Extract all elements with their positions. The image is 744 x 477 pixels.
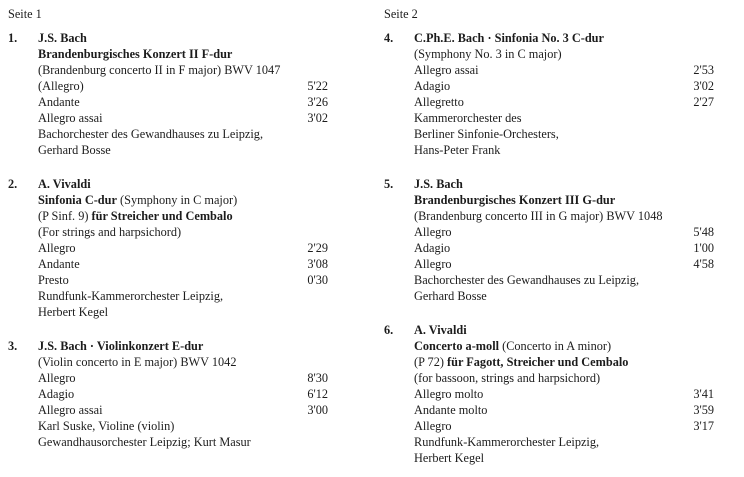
work-title: Brandenburgisches Konzert III G-dur (414, 193, 616, 207)
composer-work-title: J.S. Bach · Violinkonzert E-dur (38, 339, 204, 353)
composer: J.S. Bach (414, 177, 463, 191)
work-instrumentation: (P Sinf. 9) für Streicher und Cembalo (38, 209, 233, 223)
performer: Gewandhausorchester Leipzig; Kurt Masur (38, 435, 251, 449)
composer: A. Vivaldi (38, 177, 91, 191)
movement: Allegro assai 3'02 (38, 111, 328, 125)
performer: Bachorchester des Gewandhauses zu Leipzig, (38, 127, 264, 141)
performer: Berliner Sinfonie-Orchesters, (414, 127, 559, 141)
duration: 3'59 (693, 403, 714, 417)
movement: Allegro 3'17 (414, 419, 714, 433)
movement: Andante molto 3'59 (414, 403, 714, 417)
movement: Adagio 6'12 (38, 387, 328, 401)
composer: J.S. Bach (38, 31, 87, 45)
duration: 2'29 (307, 241, 328, 255)
duration: 3'02 (693, 79, 714, 93)
work-title: Brandenburgisches Konzert II F-dur (38, 47, 233, 61)
duration: 2'27 (693, 95, 714, 109)
duration: 4'58 (693, 257, 714, 271)
work-subtitle: (Brandenburg concerto II in F major) BWV 1047 (38, 63, 281, 77)
movement: Andante 3'08 (38, 257, 328, 271)
work-title: Sinfonia C-dur (Symphony in C major) (38, 193, 238, 207)
track-number: 5. (384, 177, 394, 191)
work-subtitle: (Brandenburg concerto III in G major) BWV 1048 (414, 209, 663, 223)
track-number: 3. (8, 339, 18, 353)
side-2-title: Seite 2 (384, 7, 418, 21)
duration: 3'17 (693, 419, 714, 433)
movement: Allegro 2'29 (38, 241, 328, 255)
movement: Adagio 3'02 (414, 79, 714, 93)
work-subtitle: (Violin concerto in E major) BWV 1042 (38, 355, 237, 369)
duration: 3'08 (307, 257, 328, 271)
movement: Adagio 1'00 (414, 241, 714, 255)
movement: Allegro molto 3'41 (414, 387, 714, 401)
duration: 6'12 (307, 387, 328, 401)
movement: Allegretto 2'27 (414, 95, 714, 109)
track-number: 2. (8, 177, 18, 191)
work-instrumentation: (P 72) für Fagott, Streicher und Cembalo (414, 355, 629, 369)
work-subtitle: (for bassoon, strings and harpsichord) (414, 371, 601, 385)
performer: Kammerorchester des (414, 111, 522, 125)
performer: Hans-Peter Frank (414, 143, 501, 157)
performer: Rundfunk-Kammerorchester Leipzig, (414, 435, 600, 449)
movement: Allegro assai 2'53 (414, 63, 714, 77)
duration: 1'00 (693, 241, 714, 255)
track-number: 4. (384, 31, 394, 45)
performer: Herbert Kegel (414, 451, 484, 465)
duration: 8'30 (307, 371, 328, 385)
movement: Allegro 5'48 (414, 225, 714, 239)
composer: A. Vivaldi (414, 323, 467, 337)
work-subtitle: (Symphony No. 3 in C major) (414, 47, 562, 61)
movement: Allegro assai 3'00 (38, 403, 328, 417)
work-title: Concerto a-moll (Concerto in A minor) (414, 339, 612, 353)
performer: Herbert Kegel (38, 305, 108, 319)
duration: 3'00 (307, 403, 328, 417)
duration: 5'48 (693, 225, 714, 239)
duration: 2'53 (693, 63, 714, 77)
performer: Gerhard Bosse (38, 143, 111, 157)
movement: Presto 0'30 (38, 273, 328, 287)
duration: 3'26 (307, 95, 328, 109)
movement: Allegro 4'58 (414, 257, 714, 271)
movement: Allegro 8'30 (38, 371, 328, 385)
track-number: 6. (384, 323, 394, 337)
track-number: 1. (8, 31, 18, 45)
movement: Andante 3'26 (38, 95, 328, 109)
duration: 3'02 (307, 111, 328, 125)
performer: Bachorchester des Gewandhauses zu Leipzig, (414, 273, 640, 287)
performer: Rundfunk-Kammerorchester Leipzig, (38, 289, 224, 303)
composer-work-title: C.Ph.E. Bach · Sinfonia No. 3 C-dur (414, 31, 604, 45)
duration: 0'30 (307, 273, 328, 287)
movement: (Allegro) 5'22 (38, 79, 328, 93)
performer: Gerhard Bosse (414, 289, 487, 303)
performer: Karl Suske, Violine (violin) (38, 419, 175, 433)
work-subtitle: (For strings and harpsichord) (38, 225, 182, 239)
duration: 5'22 (307, 79, 328, 93)
side-1-title: Seite 1 (8, 7, 42, 21)
duration: 3'41 (693, 387, 714, 401)
